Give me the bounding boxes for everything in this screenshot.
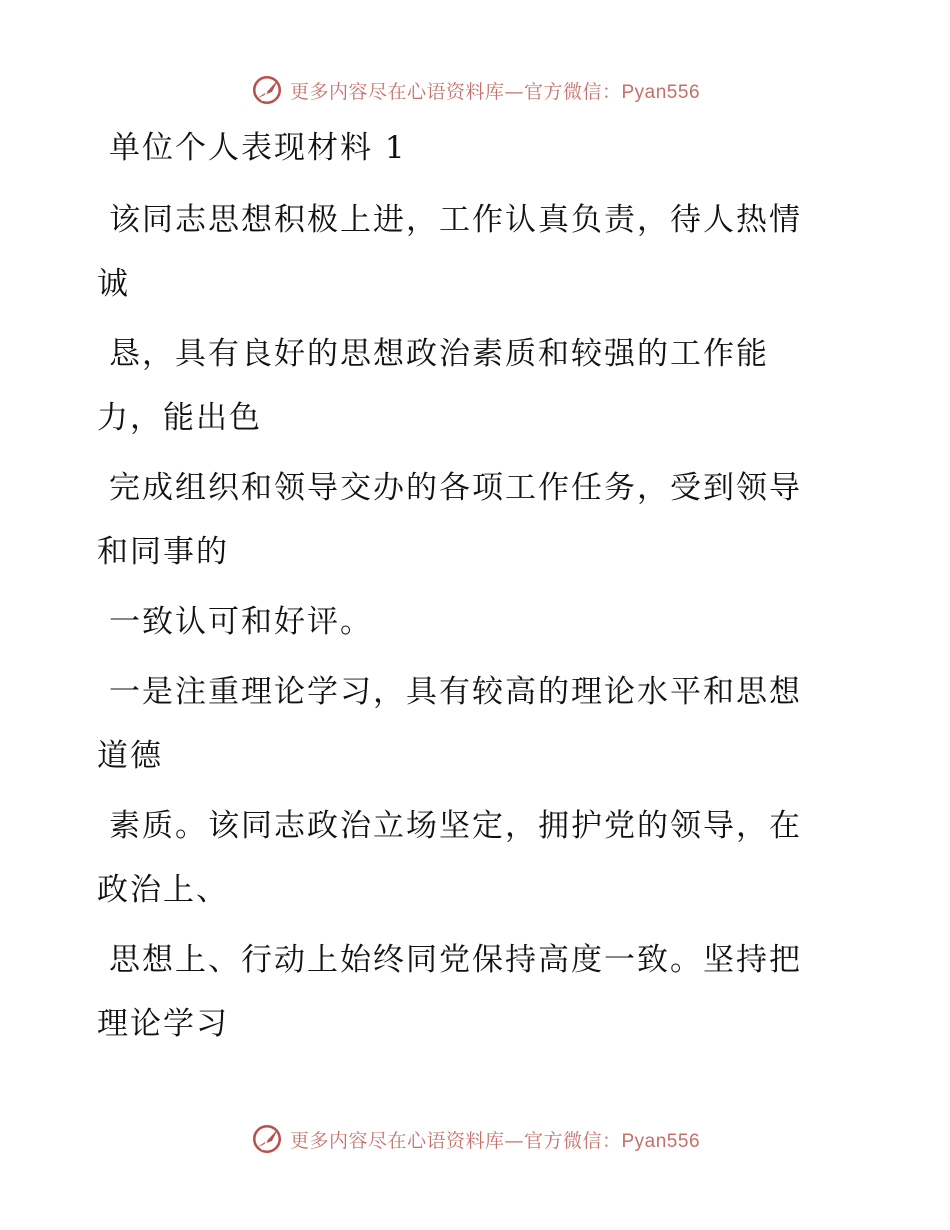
paragraph-5 — [97, 660, 857, 788]
quill-pen-logo-icon — [250, 73, 284, 107]
paragraph-2 — [97, 322, 857, 450]
title-line: 单位个人表现材料 1 — [109, 130, 407, 166]
paragraph-6 — [97, 794, 857, 922]
paragraph-4 — [97, 590, 857, 654]
text-line: 完成组织和领导交办的各项工作任务，受到领导 — [109, 470, 802, 506]
quill-pen-logo-icon — [250, 1122, 284, 1156]
footer-watermark — [0, 1119, 950, 1159]
paragraph-3 — [97, 456, 857, 584]
text-line: 理论学习 — [97, 1006, 229, 1042]
text-line: 道德 — [97, 738, 163, 774]
header-watermark — [0, 70, 950, 110]
text-line: 诚 — [97, 266, 130, 302]
text-line: 政治上、 — [97, 872, 229, 908]
paragraph-1 — [97, 188, 857, 316]
paragraph-7 — [97, 928, 857, 1056]
text-line: 素质。该同志政治立场坚定，拥护党的领导，在 — [109, 808, 802, 844]
watermark-text-cn: 更多内容尽在心语资料库—官方微信： — [289, 80, 622, 103]
text-line: 思想上、行动上始终同党保持高度一致。坚持把 — [109, 942, 802, 978]
watermark-text — [290, 77, 700, 104]
document-title — [97, 116, 857, 180]
watermark-wechat-id: Pyan556 — [621, 81, 701, 103]
watermark-text — [290, 1126, 700, 1153]
text-line: 一是注重理论学习，具有较高的理论水平和思想 — [109, 674, 802, 710]
text-line: 力，能出色 — [97, 400, 262, 436]
text-line: 该同志思想积极上进，工作认真负责，待人热情 — [109, 202, 802, 238]
watermark-wechat-id: Pyan556 — [621, 1130, 701, 1152]
watermark-text-cn: 更多内容尽在心语资料库—官方微信： — [289, 1129, 622, 1152]
text-line: 恳，具有良好的思想政治素质和较强的工作能 — [109, 336, 769, 372]
text-line: 一致认可和好评。 — [109, 604, 373, 640]
text-line: 和同事的 — [97, 534, 229, 570]
